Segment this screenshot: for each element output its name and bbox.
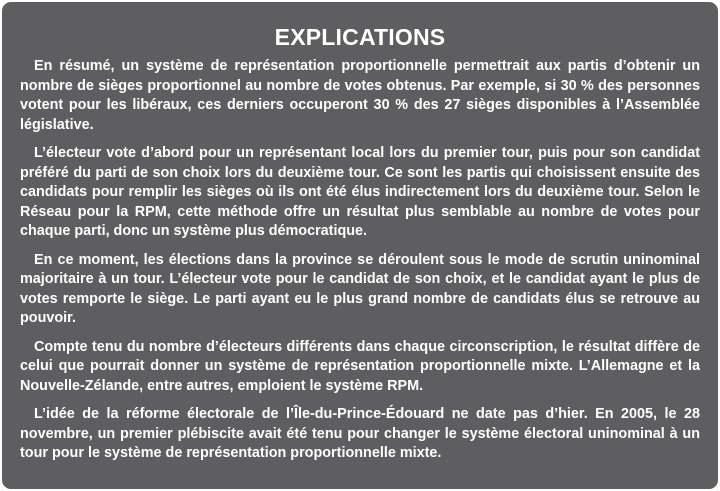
paragraph-history: L’idée de la réforme électorale de l’Île-du-Prince-Édouard ne date pas d’hier. En 2005, le 28 novembre, un premier plébiscite avait été tenu pour changer le système électoral uninominal à un tour pour le système de représentation proportionnelle mixte.	[20, 406, 700, 461]
paragraph-comparison: Compte tenu du nombre d’électeurs différents dans chaque circonscription, le résultat diffère de celui que pourrait donner un système de représentation proportionnelle mixte. L’Allemagne et la Nouvelle-Zélande, entre autres, emploient le système RPM.	[20, 338, 700, 394]
paragraph-summary: En résumé, un système de représentation proportionnelle permettrait aux partis d’obtenir un nombre de sièges proportionnel au nombre de votes obtenus. Par exemple, si 30 % des personnes votent pour les libéraux, ces derniers occuperont 30 % des 27 sièges disponibles à l’Assemblée législative.	[20, 58, 700, 133]
explanation-panel	[2, 2, 718, 489]
paragraph-current-system: En ce moment, les élections dans la province se déroulent sous le mode de scrutin uninominal majoritaire à un tour. L’électeur vote pour le candidat de son choix, et le candidat ayant le plus de votes remporte le siège. Le parti ayant eu le plus grand nombre de candidats élus se retrouve au pouvoir.	[20, 251, 700, 326]
paragraph-voting-process: L’électeur vote d’abord pour un représentant local lors du premier tour, puis pour son candidat préféré du parti de son choix lors du deuxième tour. Ce sont les partis qui choisissent ensuite des candidats pour remplir les sièges où ils ont été élus indirectement lors du deuxième tour. Selon le Réseau pour la RPM, cette méthode offre un résultat plus semblable au nombre de votes pour chaque parti, donc un système plus démocratique.	[20, 145, 700, 239]
panel-title: EXPLICATIONS	[274, 24, 446, 50]
